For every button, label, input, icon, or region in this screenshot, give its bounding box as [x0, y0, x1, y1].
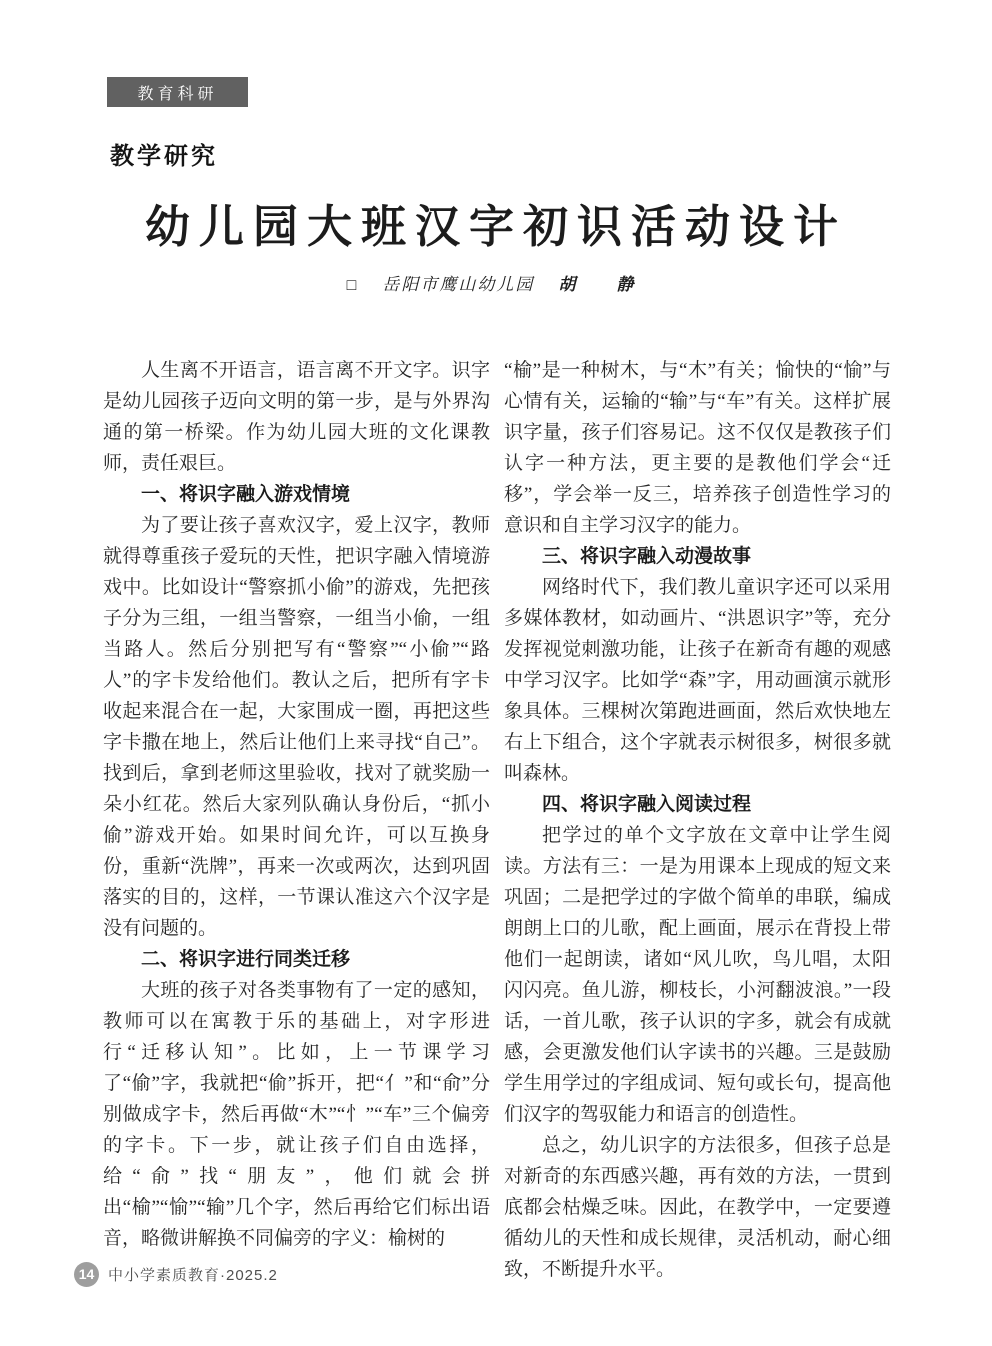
- paragraph-section-2: 大班的孩子对各类事物有了一定的感知，教师可以在寓教于乐的基础上，对字形进行“迁移认知”。比如，上一节课学习了“偷”字，我就把“偷”拆开，把“亻”和“俞”分别做成字卡，然后再做“木”“忄”“车”三个偏旁的字卡。下一步，就让孩子们自由选择，给“俞”找“朋友”，他们就会拼出“榆”“愉”“输”几个字，然后再给它们标出语音，略微讲解换不同偏旁的字义：榆树的: [103, 980, 490, 1249]
- page-footer: [74, 1262, 278, 1287]
- right-column: [504, 355, 891, 1285]
- page-number-badge: 14: [74, 1262, 99, 1287]
- article-body: [103, 355, 891, 1285]
- section-heading-3: 三、将识字融入动漫故事: [542, 546, 752, 567]
- column-heading: 教学研究: [110, 143, 218, 170]
- journal-name: 中小学素质教育·2025.2: [108, 1267, 278, 1284]
- byline: [0, 270, 992, 295]
- paragraph-section-3: 网络时代下，我们教儿童识字还可以采用多媒体教材，如动画片、“洪恩识字”等，充分发挥视觉刺激功能，让孩子在新奇有趣的观感中学习汉字。比如学“森”字，用动画演示就形象具体。三棵树次第跑进画面，然后欢快地左右上下组合，这个字就表示树很多，树很多就叫森林。: [504, 577, 891, 784]
- left-column: [103, 355, 490, 1285]
- paragraph-intro: 人生离不开语言，语言离不开文字。识字是幼儿园孩子迈向文明的第一步，是与外界沟通的第一桥梁。作为幼儿园大班的文化课教师，责任艰巨。: [103, 360, 490, 474]
- paragraph-section-2-continued: “榆”是一种树木，与“木”有关；愉快的“愉”与心情有关，运输的“输”与“车”有关。这样扩展识字量，孩子们容易记。这不仅仅是教孩子们认字一种方法，更主要的是教他们学会“迁移”，学会举一反三，培养孩子创造性学习的意识和自主学习汉字的能力。: [504, 360, 891, 536]
- byline-author: 胡 静: [558, 275, 646, 294]
- byline-affiliation: 岳阳市鹰山幼儿园: [382, 275, 535, 294]
- category-badge: 教育科研: [107, 77, 248, 107]
- paragraph-section-1: 为了要让孩子喜欢汉字，爱上汉字，教师就得尊重孩子爱玩的天性，把识字融入情境游戏中。比如设计“警察抓小偷”的游戏，先把孩子分为三组，一组当警察，一组当小偷，一组当路人。然后分别把写有“警察”“小偷”“路人”的字卡发给他们。教认之后，把所有字卡收起来混合在一起，大家围成一圈，再把这些字卡撒在地上，然后让他们上来寻找“自己”。找到后，拿到老师这里验收，找对了就奖励一朵小红花。然后大家列队确认身份后，“抓小偷”游戏开始。如果时间允许，可以互换身份，重新“洗牌”，再来一次或两次，达到巩固落实的目的，这样，一节课认准这六个汉字是没有问题的。: [103, 515, 490, 939]
- section-heading-2: 二、将识字进行同类迁移: [141, 949, 351, 970]
- article-title: 幼儿园大班汉字初识活动设计: [144, 200, 847, 253]
- byline-square-icon: □: [346, 277, 359, 294]
- section-heading-4: 四、将识字融入阅读过程: [542, 794, 752, 815]
- section-heading-1: 一、将识字融入游戏情境: [141, 484, 351, 505]
- paragraph-conclusion: 总之，幼儿识字的方法很多，但孩子总是对新奇的东西感兴趣，再有效的方法，一贯到底都会枯燥乏味。因此，在教学中，一定要遵循幼儿的天性和成长规律，灵活机动，耐心细致，不断提升水平。: [504, 1135, 891, 1280]
- paragraph-section-4: 把学过的单个文字放在文章中让学生阅读。方法有三：一是为用课本上现成的短文来巩固；二是把学过的字做个简单的串联，编成朗朗上口的儿歌，配上画面，展示在背投上带他们一起朗读，诸如“风儿吹，鸟儿唱，太阳闪闪亮。鱼儿游，柳枝长，小河翻波浪。”一段话，一首儿歌，孩子认识的字多，就会有成就感，会更激发他们认字读书的兴趣。三是鼓励学生用学过的字组成词、短句或长句，提高他们汉字的驾驭能力和语言的创造性。: [504, 825, 891, 1125]
